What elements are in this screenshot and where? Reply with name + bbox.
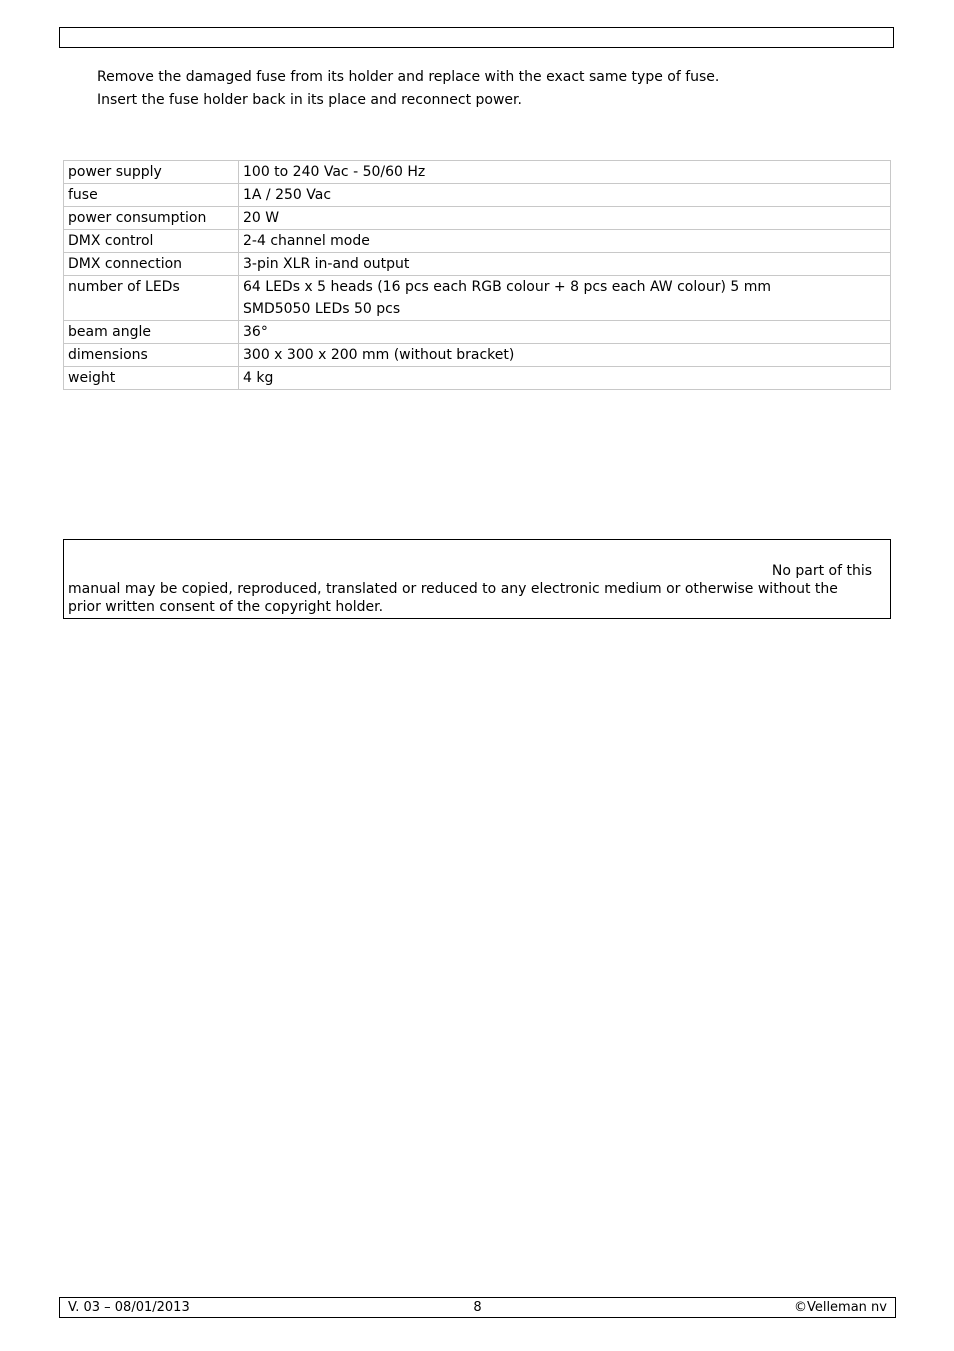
copyright-notice-box bbox=[63, 539, 891, 619]
footer-version: V. 03 – 08/01/2013 bbox=[68, 1300, 190, 1315]
spec-label: DMX control bbox=[64, 230, 239, 253]
spec-label: fuse bbox=[64, 184, 239, 207]
table-row bbox=[64, 321, 891, 344]
spec-label: weight bbox=[64, 367, 239, 390]
table-row bbox=[64, 184, 891, 207]
spec-value: 36° bbox=[239, 321, 891, 344]
table-row bbox=[64, 207, 891, 230]
table-row bbox=[64, 367, 891, 390]
spec-value: 1A / 250 Vac bbox=[239, 184, 891, 207]
spec-value: 300 x 300 x 200 mm (without bracket) bbox=[239, 344, 891, 367]
table-row bbox=[64, 344, 891, 367]
instruction-item: Insert the fuse holder back in its place and reconnect power. bbox=[97, 92, 522, 108]
spec-value: 4 kg bbox=[239, 367, 891, 390]
footer-page-number: 8 bbox=[473, 1300, 482, 1315]
table-row bbox=[64, 276, 891, 321]
table-row bbox=[64, 161, 891, 184]
table-row bbox=[64, 253, 891, 276]
instruction-list bbox=[97, 66, 897, 112]
spec-value-line: 64 LEDs x 5 heads (16 pcs each RGB colour + 8 pcs each AW colour) 5 mm bbox=[243, 279, 771, 295]
spec-value bbox=[239, 276, 891, 321]
instruction-item: Remove the damaged fuse from its holder and replace with the exact same type of fuse. bbox=[97, 69, 720, 85]
spec-label: number of LEDs bbox=[64, 276, 239, 321]
copyright-notice-line: No part of this bbox=[771, 563, 872, 579]
spec-value: 2-4 channel mode bbox=[239, 230, 891, 253]
header-box bbox=[59, 27, 894, 48]
spec-label: power supply bbox=[64, 161, 239, 184]
footer-copyright: ©Velleman nv bbox=[793, 1300, 887, 1315]
spec-label: DMX connection bbox=[64, 253, 239, 276]
spec-label: dimensions bbox=[64, 344, 239, 367]
spec-value: 20 W bbox=[239, 207, 891, 230]
spec-label: beam angle bbox=[64, 321, 239, 344]
page-footer bbox=[59, 1297, 896, 1318]
spec-value: 3-pin XLR in-and output bbox=[239, 253, 891, 276]
spec-label: power consumption bbox=[64, 207, 239, 230]
table-row bbox=[64, 230, 891, 253]
spec-value-line: SMD5050 LEDs 50 pcs bbox=[243, 301, 401, 317]
spec-value: 100 to 240 Vac - 50/60 Hz bbox=[239, 161, 891, 184]
copyright-notice-text: manual may be copied, reproduced, translated or reduced to any electronic medium or otherwise without the prior written consent of the copyright holder. bbox=[68, 581, 838, 615]
specifications-table bbox=[63, 160, 891, 390]
